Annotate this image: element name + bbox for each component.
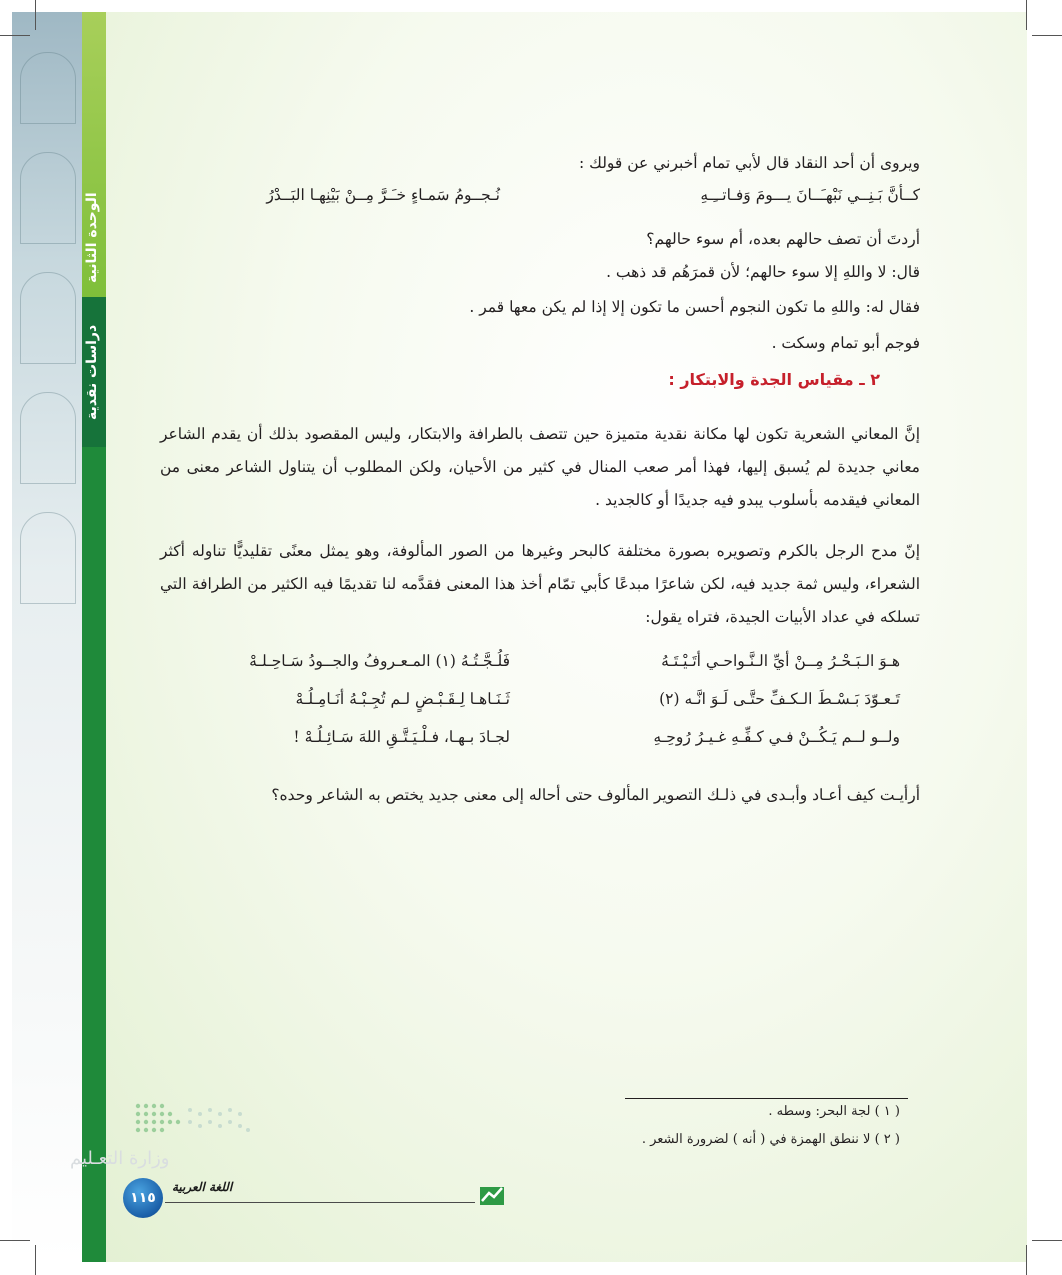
intro-line: ويروى أن أحد النقاد قال لأبي تمام أخبرني عن قولك : <box>578 154 920 172</box>
end-line: فوجم أبو تمام وسكت . <box>771 334 920 352</box>
crop-mark <box>1032 1240 1062 1241</box>
paragraph-originality: إنَّ المعاني الشعرية تكون لها مكانة نقدية متميزة حين تتصف بالطرافة والابتكار، وليس المقصود بذلك أن يقدم الشاعر معاني جديدة لم يُسبق إليها، فهذا أمر صعب المنال في كثير من الأحيان، ولكن المطلوب أن يتناول الشاعر معنى من المعاني فيقدمه بأسلوب يبدو فيه جديدًا أو كالجديد . <box>160 425 920 509</box>
verse-hemistich-1: كــأنَّ بَـنِــي نَبْهـَــانَ يـــومَ وَفـاتــِـهِ <box>700 186 920 204</box>
verse-hemistich-1: هـوَ الـبَـحْـرُ مِــنْ أيِّ الـنَّـواحـي أتَـيْـتَـهُ <box>661 652 900 670</box>
question-line: أردتَ أن تصف حالهم بعده، أم سوء حالهم؟ <box>646 230 920 248</box>
verse-hemistich-2: ثَـنَـاهـا لِـقَـبْـضٍ لـم تُجِـبْـهُ أنَـامِـلُـهْ <box>295 690 510 708</box>
page-number-badge: ١١٥ <box>123 1178 163 1218</box>
crop-mark <box>0 1240 30 1241</box>
verse-hemistich-1: تَـعـوّدَ بَـسْـطَ الـكـفِّ حتَّـى لَـوَ انَّـه (٢) <box>659 690 900 708</box>
footnote-1: ( ١ ) لجة البحر: وسطه . <box>768 1104 900 1119</box>
section-heading: ٢ ـ مقياس الجدة والابتكار : <box>668 370 880 389</box>
unit-tab-label: الوحدة الثانية <box>84 192 100 283</box>
verse-hemistich-2: فَلُـجَّـتُـهُ (١) المـعـروفُ والجــودُ سَـاحِـلـهْ <box>249 652 510 670</box>
crop-mark <box>35 1245 36 1275</box>
ministry-logo-icon <box>130 1100 255 1145</box>
crop-mark <box>1026 1245 1027 1275</box>
verse-hemistich-2: لجـادَ بـهـا، فـلْـيَـتَّـقِ اللهَ سَـائِـلُـهْ ! <box>293 728 510 746</box>
verse-row-a <box>160 186 920 216</box>
verse-row-b1 <box>160 652 920 682</box>
topic-tab-label: دراسات نقدية <box>84 324 100 421</box>
crop-mark <box>1026 0 1027 30</box>
answer-line: قال: لا واللهِ إلا سوء حالهم؛ لأن قمرَهُم قد ذهب . <box>606 263 920 281</box>
crop-mark <box>35 0 36 30</box>
closing-question: أرأيـت كيف أعـاد وأبـدى في ذلـك التصوير المألوف حتى أحاله إلى معنى جديد يختص به الشاعر وحده؟ <box>271 786 920 804</box>
footer-rule <box>165 1202 475 1203</box>
subject-label: اللغة العربية <box>172 1180 233 1194</box>
footnote-rule <box>625 1098 908 1099</box>
verse-hemistich-1: ولــو لــم يَـكُــنْ فـي كـفِّـهِ غـيـرُ رُوحِـهِ <box>653 728 900 746</box>
paragraph-example: إنّ مدح الرجل بالكرم وتصويره بصورة مختلفة كالبحر وغيرها من الصور المألوفة، وهو يمثل معنًى تقليديًّا تناوله أكثر الشعراء، وليس ثمة جديد فيه، لكن شاعرًا مبدعًا كأبي تمّام أخذ هذا المعنى فقدَّمه لنا تقديمًا فيه الكثير من الطرافة التي تسلكه في عداد الأبيات الجيدة، فتراه يقول: <box>160 542 920 626</box>
crop-mark <box>1032 35 1062 36</box>
ministry-wordmark: وزارة التعـليم <box>70 1148 170 1169</box>
mosque-photo-strip <box>12 12 82 1262</box>
reply-line: فقال له: واللهِ ما تكون النجوم أحسن ما تكون إلا إذا لم يكن معها قمر . <box>469 298 920 316</box>
verse-row-b2 <box>160 690 920 720</box>
verse-row-b3 <box>160 728 920 758</box>
verse-hemistich-2: نُـجــومُ سَمـاءٍ خـَـرَّ مِــنْ بَيْنِهـا البَــدْرُ <box>266 186 500 204</box>
crop-mark <box>0 35 30 36</box>
book-corner-icon <box>478 1183 506 1207</box>
footnote-2: ( ٢ ) لا ننطق الهمزة في ( أنه ) لضرورة الشعر . <box>641 1132 900 1147</box>
